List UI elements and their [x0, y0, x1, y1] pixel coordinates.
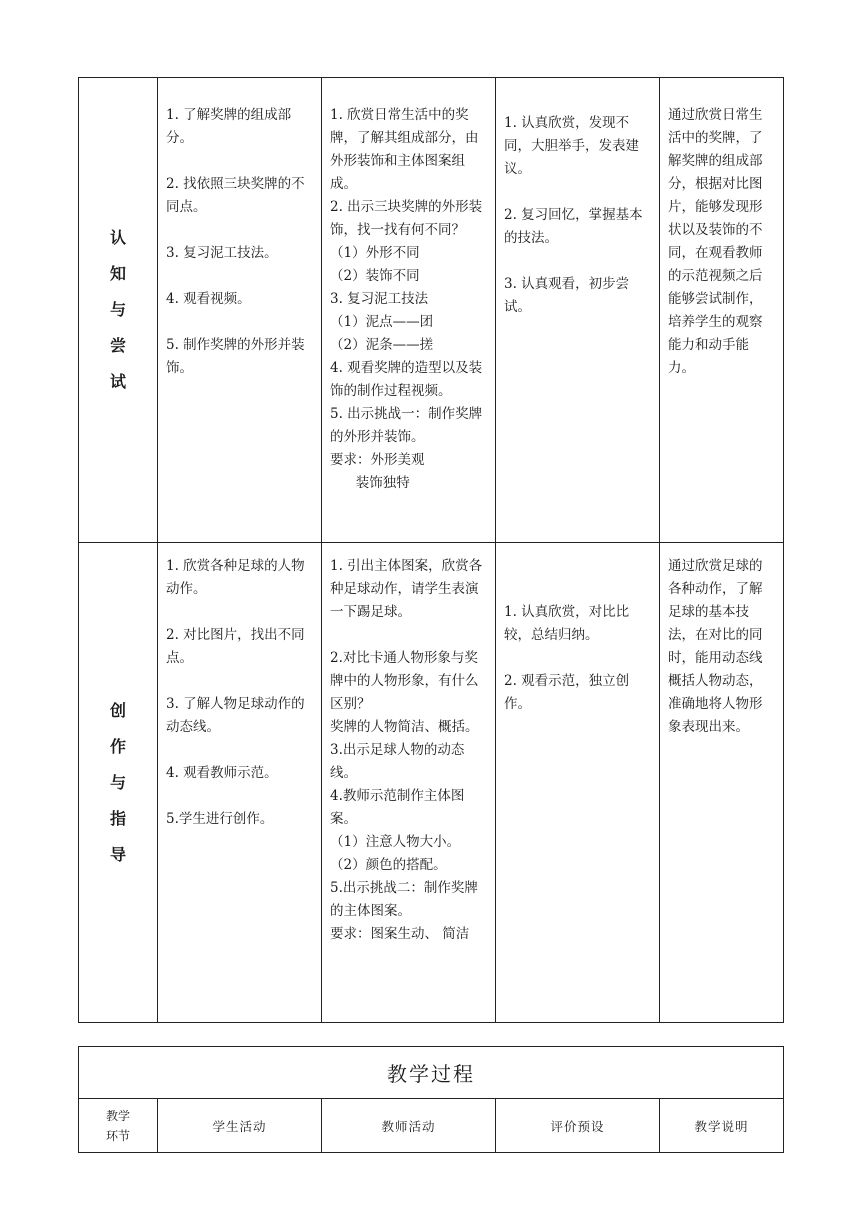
teacher-activity-line: （2）装饰不同: [330, 268, 420, 284]
evaluation-line: 3. 认真观看，初步尝试。: [504, 276, 630, 315]
teacher-activity-line: 3. 复习泥工技法: [330, 291, 429, 307]
phase-char: 知: [109, 264, 126, 283]
phase-char: 认: [109, 228, 126, 247]
student-activity-line: [166, 219, 313, 242]
student-activity-line: 1. 了解奖牌的组成部分。: [166, 107, 292, 146]
evaluation-line: 2. 观看示范，独立创作。: [504, 673, 630, 712]
teacher-activity-cell: [322, 78, 496, 543]
header-evaluation: 评价预设: [496, 1099, 660, 1153]
student-activity-line: 4. 观看教师示范。: [166, 765, 278, 781]
teacher-activity-cell: [322, 543, 496, 1023]
section-title: 教学过程: [79, 1047, 784, 1099]
evaluation-line: [504, 181, 651, 204]
header-row: [79, 1099, 784, 1153]
student-activity-line: 2. 找依照三块奖牌的不同点。: [166, 176, 305, 215]
evaluation-line: 1. 认真欣赏，对比比较，总结归纳。: [504, 604, 630, 643]
student-activity-line: [166, 739, 313, 762]
teacher-activity-line: 1. 欣赏日常生活中的奖牌，了解其组成部分，由外形装饰和主体图案组成。: [330, 107, 479, 192]
teacher-activity-line: [330, 624, 487, 647]
student-activity-line: [166, 601, 313, 624]
header-explanation: 教学说明: [660, 1099, 784, 1153]
student-activity-cell: [158, 78, 322, 543]
explanation-cell: [660, 78, 784, 543]
teacher-activity-line: 5. 出示挑战一：制作奖牌的外形并装饰。: [330, 406, 483, 445]
phase-char: 与: [109, 300, 126, 319]
student-activity-line: [166, 785, 313, 808]
row-creation: [79, 543, 784, 1023]
header-phase-line: 环节: [105, 1128, 130, 1143]
evaluation-line: [504, 555, 651, 578]
teacher-activity-line: （1）注意人物大小。: [330, 834, 461, 850]
explanation-cell: [660, 543, 784, 1023]
teacher-activity-line: 4.教师示范制作主体图案。: [330, 788, 465, 827]
teacher-activity-line: 5.出示挑战二：制作奖牌的主体图案。: [330, 880, 478, 919]
teacher-activity-line: 要求：外形美观: [330, 452, 425, 468]
teacher-activity-line: 奖牌的人物简洁、概括。: [330, 719, 479, 735]
header-phase-line: 教学: [105, 1108, 130, 1123]
phase-char: 创: [109, 700, 126, 720]
row-cognition: [79, 78, 784, 543]
evaluation-line: 2. 复习回忆，掌握基本的技法。: [504, 207, 643, 246]
phase-cell-creation: [79, 543, 158, 1023]
phase-char: 试: [109, 372, 126, 391]
student-activity-line: 1. 欣赏各种足球的人物动作。: [166, 558, 305, 597]
evaluation-line: [504, 250, 651, 273]
phase-char: 与: [109, 772, 126, 792]
evaluation-cell: [496, 543, 660, 1023]
student-activity-line: [166, 311, 313, 334]
teacher-activity-line: （1）泥点——团: [330, 314, 434, 330]
teacher-activity-line: 1. 引出主体图案，欣赏各种足球动作，请学生表演一下踢足球。: [330, 558, 483, 620]
phase-char: 导: [109, 844, 126, 864]
header-teacher: 教师活动: [322, 1099, 496, 1153]
teacher-activity-line: （2）颜色的搭配。: [330, 857, 447, 873]
teacher-activity-line: 要求：图案生动、 简洁: [330, 926, 470, 942]
process-table: [78, 1046, 784, 1153]
explanation-text: 通过欣赏足球的各种动作，了解足球的基本技法，在对比的同时，能用动态线概括人物动态，准确地将人物形象表现出来。: [668, 558, 763, 735]
student-activity-line: [166, 150, 313, 173]
teacher-activity-line: （2）泥条——搓: [330, 337, 434, 353]
student-activity-line: 4. 观看视频。: [166, 291, 251, 307]
student-activity-line: 5.学生进行创作。: [166, 811, 274, 827]
teacher-activity-line: 4. 观看奖牌的造型以及装饰的制作过程视频。: [330, 360, 483, 399]
student-activity-line: [166, 265, 313, 288]
evaluation-line: [504, 647, 651, 670]
lesson-table: [78, 77, 784, 1023]
student-activity-line: 3. 了解人物足球动作的动态线。: [166, 696, 305, 735]
student-activity-cell: [158, 543, 322, 1023]
evaluation-line: [504, 578, 651, 601]
student-activity-line: 5. 制作奖牌的外形并装饰。: [166, 337, 305, 376]
explanation-text: 通过欣赏日常生活中的奖牌，了解奖牌的组成部分，根据对比图片，能够发现形状以及装饰的不同，在观看教师的示范视频之后能够尝试制作，培养学生的观察能力和动手能力。: [668, 107, 763, 376]
phase-cell-cognition: [79, 78, 158, 543]
student-activity-line: 2. 对比图片，找出不同点。: [166, 627, 305, 666]
header-student: 学生活动: [158, 1099, 322, 1153]
phase-char: 指: [109, 808, 126, 828]
evaluation-cell: [496, 78, 660, 543]
phase-char: 作: [109, 736, 126, 756]
phase-char: 尝: [109, 336, 126, 355]
header-phase: [79, 1099, 158, 1153]
teacher-activity-line: （1）外形不同: [330, 245, 420, 261]
teacher-activity-line: 2. 出示三块奖牌的外形装饰，找一找有何不同？: [330, 199, 483, 238]
student-activity-line: 3. 复习泥工技法。: [166, 245, 278, 261]
teacher-activity-line: 2.对比卡通人物形象与奖牌中的人物形象，有什么区别？: [330, 650, 479, 712]
teacher-activity-line: 装饰独特: [330, 475, 410, 491]
evaluation-line: 1. 认真欣赏，发现不同，大胆举手，发表建议。: [504, 115, 639, 177]
student-activity-line: [166, 670, 313, 693]
teacher-activity-line: 3.出示足球人物的动态线。: [330, 742, 465, 781]
